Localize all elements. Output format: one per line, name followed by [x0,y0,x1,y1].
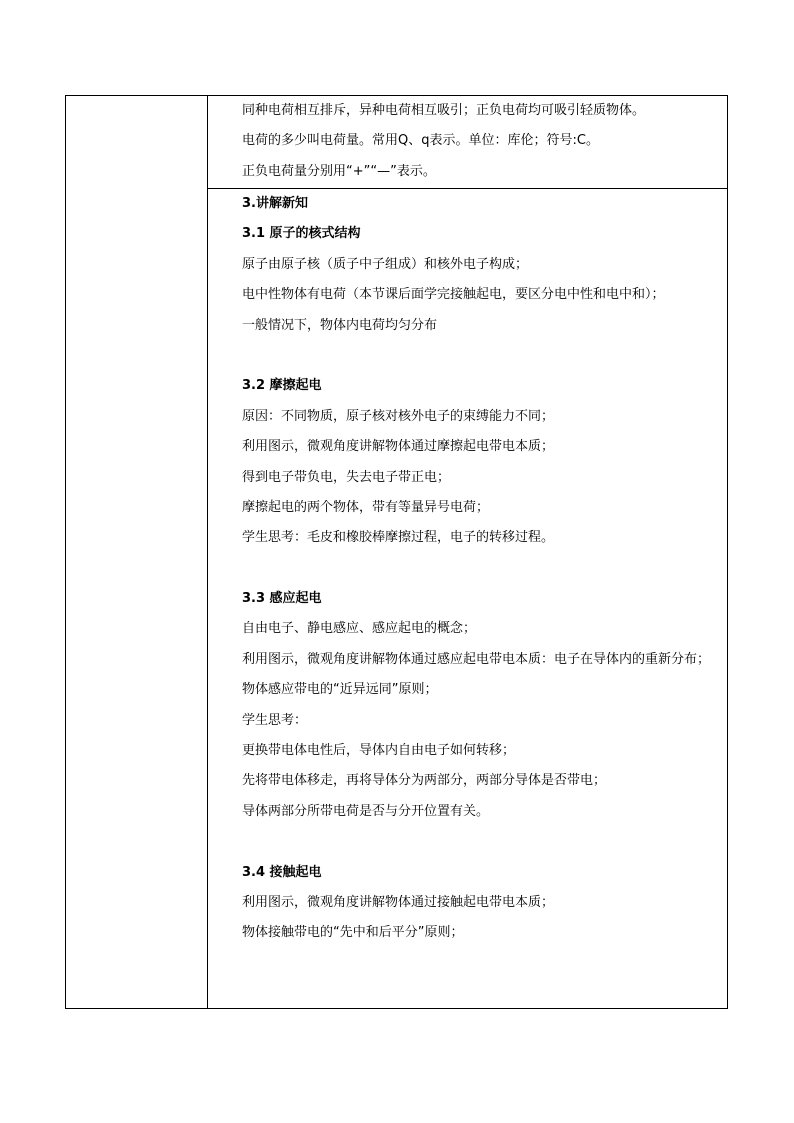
subsection-title: 3.4 接触起电 [242,864,322,880]
text-line: 导体两部分所带电荷是否与分开位置有关。 [242,803,490,819]
text-line: 利用图示，微观角度讲解物体通过感应起电带电本质：电子在导体内的重新分布； [242,651,711,667]
section-heading: 3.讲解新知 [242,196,308,211]
spacer [216,554,721,584]
charge-properties-cell [216,96,721,187]
spacer [216,827,721,857]
spacer [216,341,721,371]
text-line: 学生思考： [242,712,308,728]
text-line: 一般情况下，物体内电荷均匀分布 [242,317,438,333]
text-line: 物体感应带电的“近异远同”原则； [242,682,438,698]
text-line: 电中性物体有电荷（本节课后面学完接触起电，要区分电中性和电中和）； [242,287,665,303]
text-line: 原子由原子核（质子中子组成）和核外电子构成； [242,256,529,272]
subsection-title: 3.1 原子的核式结构 [242,226,361,242]
text-line: 先将带电体移走，再将导体分为两部分，两部分导体是否带电； [242,773,607,789]
text-line: 原因：不同物质，原子核对核外电子的束缚能力不同； [242,408,555,424]
text-line: 利用图示，微观角度讲解物体通过接触起电带电本质； [242,895,555,910]
text-line: 摩擦起电的两个物体，带有等量异号电荷； [242,499,490,515]
text-line: 更换带电体电性后，导体内自由电子如何转移； [242,743,516,759]
subsection-title: 3.2 摩擦起电 [242,378,322,394]
text-line: 学生思考：毛皮和橡胶棒摩擦过程，电子的转移过程。 [242,530,555,546]
new-knowledge-cell [216,189,721,949]
text-line: 得到电子带负电，失去电子带正电； [242,469,451,485]
text-line: 正负电荷量分别用“+”“—”表示。 [242,163,436,179]
text-line: 自由电子、静电感应、感应起电的概念； [242,621,477,637]
text-line: 利用图示，微观角度讲解物体通过摩擦起电带电本质； [242,439,555,455]
text-line: 电荷的多少叫电荷量。常用Q、q表示。单位：库伦；符号:C。 [242,133,599,149]
column-divider [207,96,208,1008]
subsection-title: 3.3 感应起电 [242,591,322,607]
text-line: 物体接触带电的“先中和后平分”原则； [242,925,464,941]
text-line: 同种电荷相互排斥，异种电荷相互吸引；正负电荷均可吸引轻质物体。 [242,103,646,118]
lesson-table [65,95,728,1009]
